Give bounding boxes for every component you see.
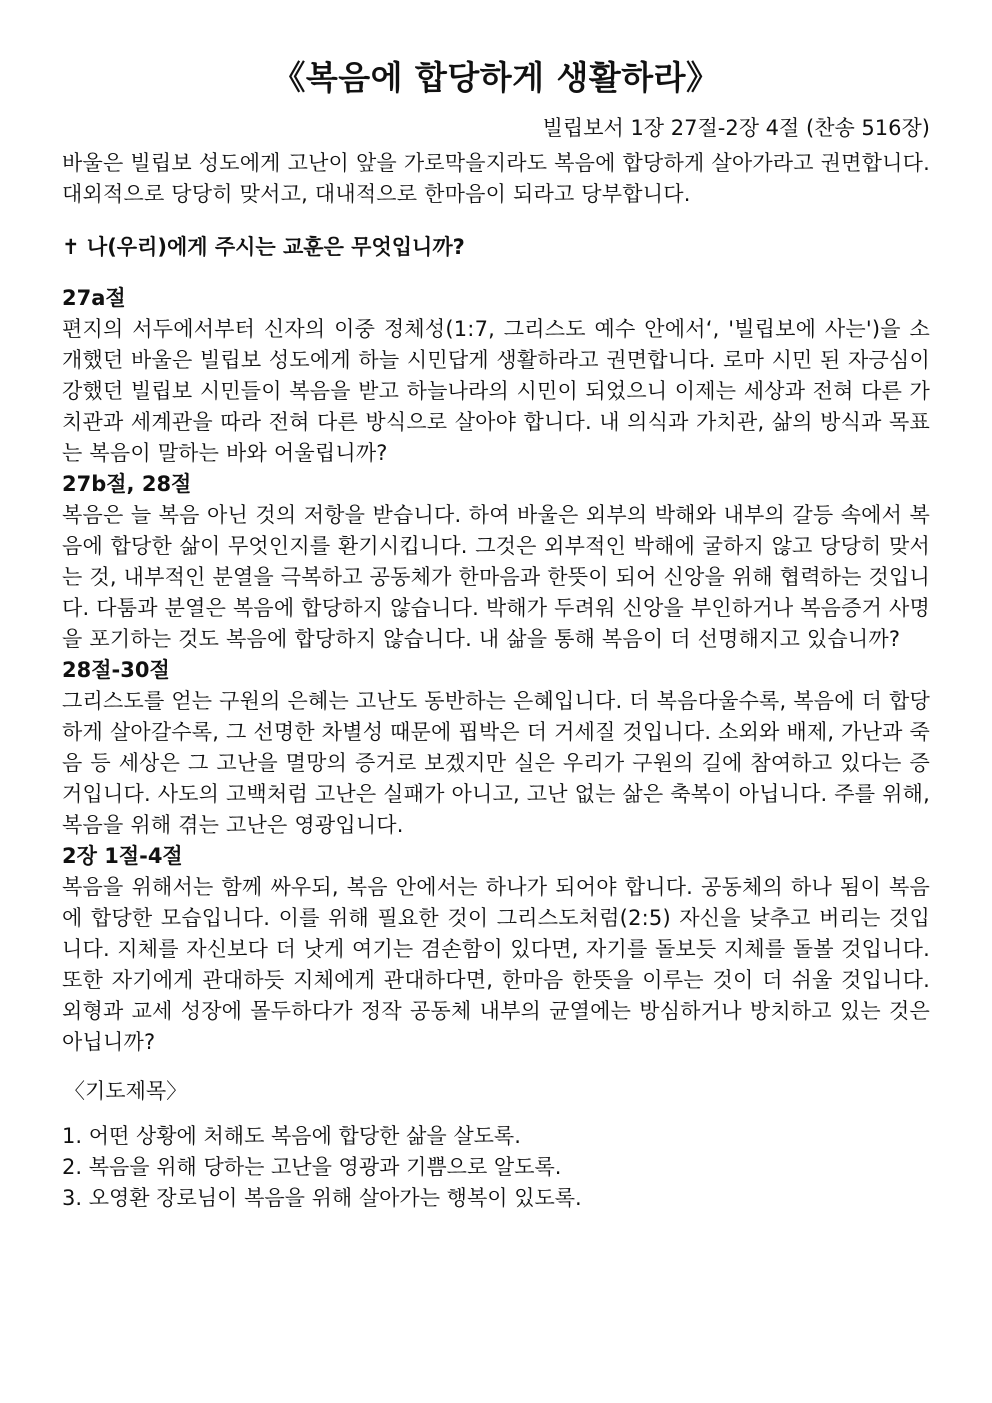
scripture-reference: 빌립보서 1장 27절-2장 4절 (찬송 516장) [542, 116, 930, 140]
section-heading-27a: 27a절 [62, 286, 126, 310]
section-body-27b-28: 복음은 늘 복음 아닌 것의 저항을 받습니다. 하여 바울은 외부의 박해와 내부의 갈등 속에서 복음에 합당한 삶이 무엇인지를 환기시킵니다. 그것은 외부적인 박해에 굴하지 않고 당당히 맞서는 것, 내부적인 분열을 극복하고 공동체가 한마음과 한뜻이 되어 신앙을 위해 협력하는 것입니다. 다툼과 분열은 복음에 합당하지 않습니다. 박해가 두려워 신앙을 부인하거나 복음증거 사명을 포기하는 것도 복음에 합당하지 않습니다. 내 삶을 통해 복음이 더 선명해지고 있습니까? [62, 503, 930, 651]
section-heading-2-1-4: 2장 1절-4절 [62, 844, 183, 868]
prayer-item: 3. 오영환 장로님이 복음을 위해 살아가는 행복이 있도록. [62, 1186, 582, 1210]
page-title: 《복음에 합당하게 생활하라》 [272, 58, 720, 97]
section-heading-28-30: 28절-30절 [62, 658, 170, 682]
prayer-item: 1. 어떤 상황에 처해도 복음에 합당한 삶을 살도록. [62, 1124, 521, 1148]
document-page [62, 52, 930, 1214]
section-heading-27b-28: 27b절, 28절 [62, 472, 192, 496]
prayer-list [62, 1121, 930, 1214]
lesson-question: ✝ 나(우리)에게 주시는 교훈은 무엇입니까? [62, 235, 465, 259]
section-body-2-1-4: 복음을 위해서는 함께 싸우되, 복음 안에서는 하나가 되어야 합니다. 공동체의 하나 됨이 복음에 합당한 모습입니다. 이를 위해 필요한 것이 그리스도처럼(2:5) 자신을 낮추고 버리는 것입니다. 지체를 자신보다 더 낫게 여기는 겸손함이 있다면, 자기를 돌보듯 지체를 돌볼 것입니다. 또한 자기에게 관대하듯 지체에게 관대하다면, 한마음 한뜻을 이루는 것이 더 쉬울 것입니다. 외형과 교세 성장에 몰두하다가 정작 공동체 내부의 균열에는 방심하거나 방치하고 있는 것은 아닙니까? [62, 875, 930, 1054]
prayer-title: 〈기도제목〉 [64, 1079, 188, 1103]
intro-paragraph: 바울은 빌립보 성도에게 고난이 앞을 가로막을지라도 복음에 합당하게 살아가라고 권면합니다. 대외적으로 당당히 맞서고, 대내적으로 한마음이 되라고 당부합니다. [62, 151, 930, 206]
section-body-28-30: 그리스도를 얻는 구원의 은혜는 고난도 동반하는 은혜입니다. 더 복음다울수록, 복음에 더 합당하게 살아갈수록, 그 선명한 차별성 때문에 핍박은 더 거세질 것입니다. 소외와 배제, 가난과 죽음 등 세상은 그 고난을 멸망의 증거로 보겠지만 실은 우리가 구원의 길에 참여하고 있다는 증거입니다. 사도의 고백처럼 고난은 실패가 아니고, 고난 없는 삶은 축복이 아닙니다. 주를 위해, 복음을 위해 겪는 고난은 영광입니다. [62, 689, 930, 837]
prayer-item: 2. 복음을 위해 당하는 고난을 영광과 기쁨으로 알도록. [62, 1155, 562, 1179]
section-body-27a: 편지의 서두에서부터 신자의 이중 정체성(1:7, 그리스도 예수 안에서‘, '빌립보에 사는')을 소개했던 바울은 빌립보 성도에게 하늘 시민답게 생활하라고 권면합니다. 로마 시민 된 자긍심이 강했던 빌립보 시민들이 복음을 받고 하늘나라의 시민이 되었으니 이제는 세상과 전혀 다른 가치관과 세계관을 따라 전혀 다른 방식으로 살아야 합니다. 내 의식과 가치관, 삶의 방식과 목표는 복음이 말하는 바와 어울립니까? [62, 317, 930, 465]
